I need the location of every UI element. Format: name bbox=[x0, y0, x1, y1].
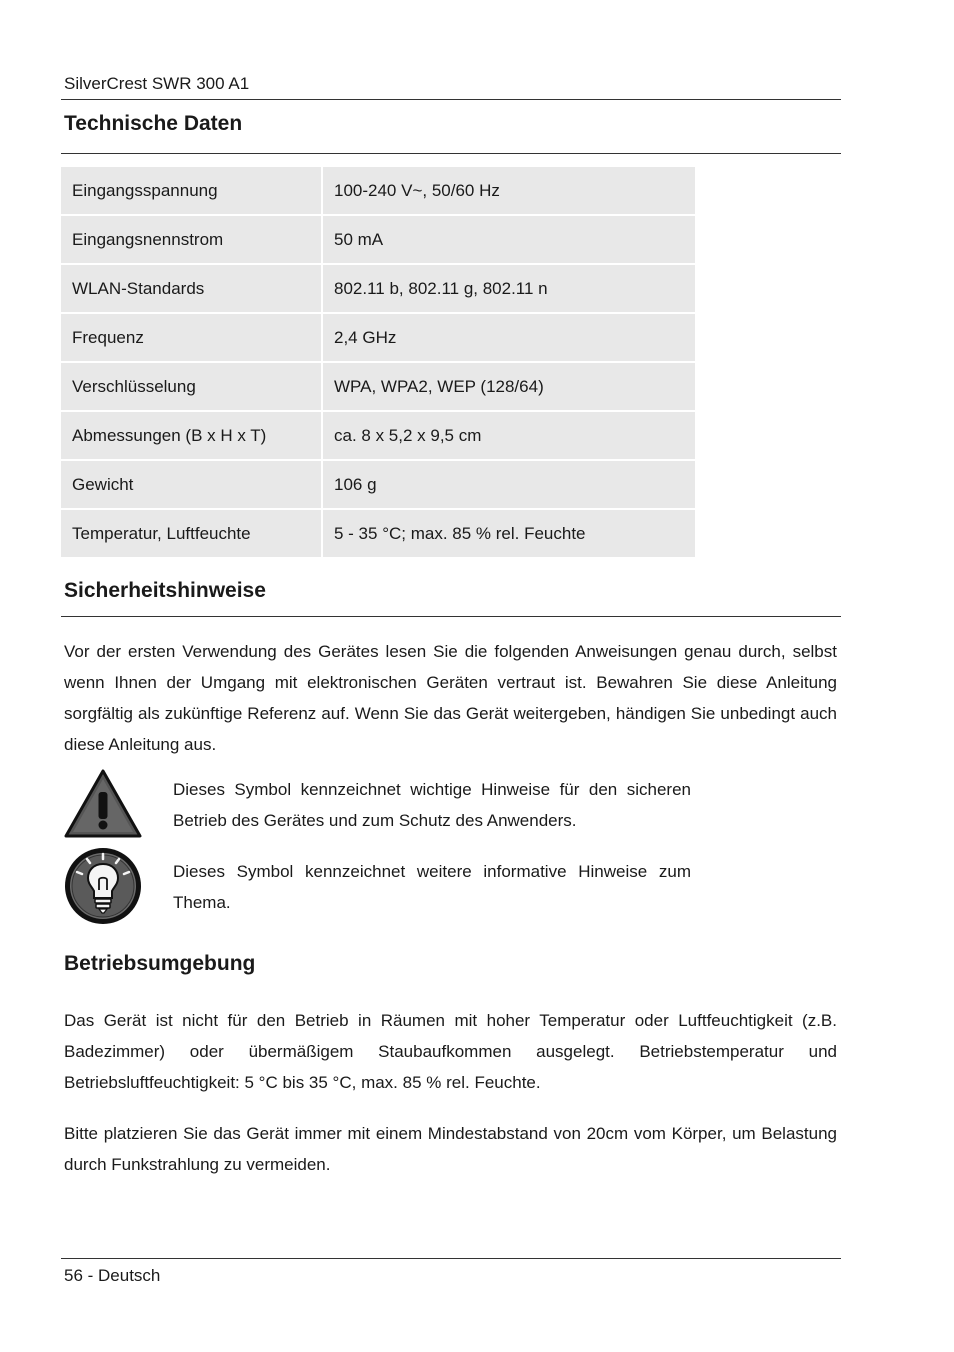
spec-key: Eingangsspannung bbox=[61, 167, 321, 214]
spec-value: ca. 8 x 5,2 x 9,5 cm bbox=[323, 412, 695, 459]
spec-key: Verschlüsselung bbox=[61, 363, 321, 410]
spec-value: 100-240 V~, 50/60 Hz bbox=[323, 167, 695, 214]
header-rule bbox=[61, 99, 841, 100]
spec-key: WLAN-Standards bbox=[61, 265, 321, 312]
warning-triangle-icon bbox=[63, 768, 143, 848]
spec-value: 2,4 GHz bbox=[323, 314, 695, 361]
environment-paragraph-2: Bitte platzieren Sie das Gerät immer mit einem Mindestabstand von 20cm vom Körper, um Belastung durch Funkstrahlung zu vermeiden. bbox=[64, 1124, 837, 1174]
section-heading-environment: Betriebsumgebung bbox=[64, 952, 256, 975]
table-row bbox=[61, 363, 695, 410]
document-header: SilverCrest SWR 300 A1 bbox=[64, 74, 250, 93]
table-row bbox=[61, 412, 695, 459]
environment-paragraph-1: Das Gerät ist nicht für den Betrieb in Räumen mit hoher Temperatur oder Luftfeuchtigkeit (z.B. Badezimmer) oder übermäßigem Staubaufkommen ausgelegt. Betriebstemperatur und Betriebsluftfeuchtigkeit: 5 °C bis 35 °C, max. 85 % rel. Feuchte. bbox=[64, 1011, 837, 1092]
table-row bbox=[61, 510, 695, 557]
spec-key: Frequenz bbox=[61, 314, 321, 361]
info-note: Dieses Symbol kennzeichnet weitere informative Hinweise zum Thema. bbox=[173, 862, 691, 912]
table-row bbox=[61, 167, 695, 214]
spec-key: Eingangsnennstrom bbox=[61, 216, 321, 263]
section-rule-technical bbox=[61, 153, 841, 154]
spec-key: Gewicht bbox=[61, 461, 321, 508]
spec-value: 50 mA bbox=[323, 216, 695, 263]
spec-table bbox=[59, 165, 697, 559]
lightbulb-icon bbox=[63, 846, 143, 926]
spec-key: Temperatur, Luftfeuchte bbox=[61, 510, 321, 557]
section-rule-safety bbox=[61, 616, 841, 617]
section-heading-safety: Sicherheitshinweise bbox=[64, 579, 266, 602]
table-row bbox=[61, 314, 695, 361]
spec-key: Abmessungen (B x H x T) bbox=[61, 412, 321, 459]
section-heading-technical: Technische Daten bbox=[64, 112, 243, 135]
spec-value: WPA, WPA2, WEP (128/64) bbox=[323, 363, 695, 410]
page-number: 56 - Deutsch bbox=[64, 1266, 161, 1285]
spec-value: 5 - 35 °C; max. 85 % rel. Feuchte bbox=[323, 510, 695, 557]
safety-intro-paragraph: Vor der ersten Verwendung des Gerätes lesen Sie die folgenden Anweisungen genau durch, selbst wenn Ihnen der Umgang mit elektronischen Geräten vertraut ist. Bewahren Sie diese Anleitung sorgfältig als zukünftige Referenz auf. Wenn Sie das Gerät weitergeben, händigen Sie unbedingt auch diese Anleitung aus. bbox=[64, 642, 837, 754]
footer-rule bbox=[61, 1258, 841, 1259]
spec-value: 802.11 b, 802.11 g, 802.11 n bbox=[323, 265, 695, 312]
warning-note: Dieses Symbol kennzeichnet wichtige Hinweise für den sicheren Betrieb des Gerätes und zum Schutz des Anwenders. bbox=[173, 780, 691, 830]
spec-value: 106 g bbox=[323, 461, 695, 508]
table-row bbox=[61, 216, 695, 263]
table-row bbox=[61, 461, 695, 508]
table-row bbox=[61, 265, 695, 312]
